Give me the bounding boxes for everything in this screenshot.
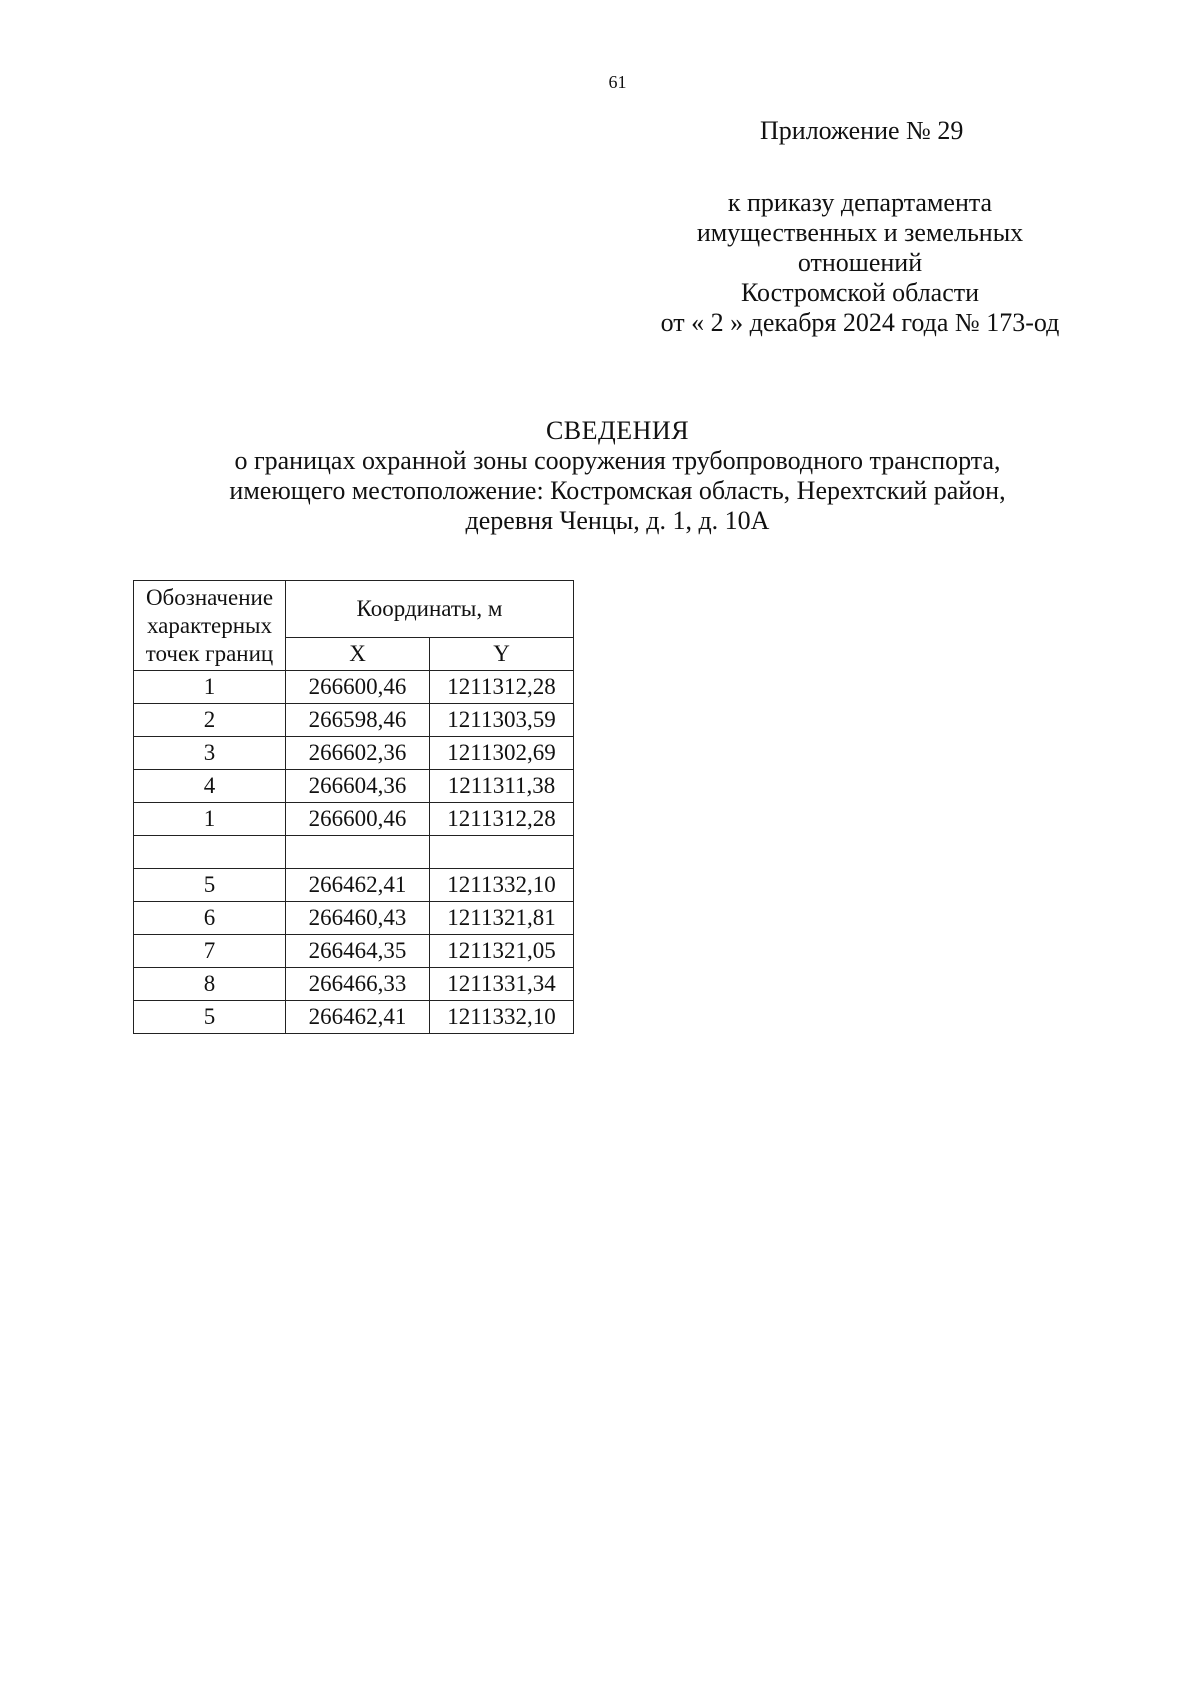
y-cell: 1211303,59	[430, 704, 574, 737]
title-line-2: имеющего местоположение: Костромская область, Нерехтский район,	[229, 476, 1006, 505]
x-cell: 266464,35	[286, 935, 430, 968]
point-cell: 7	[134, 935, 286, 968]
order-line-4: Костромской области	[740, 278, 980, 307]
order-reference	[560, 188, 1160, 338]
header-point-line: точек границ	[145, 640, 274, 666]
x-cell: 266466,33	[286, 968, 430, 1001]
y-cell: 1211332,10	[430, 869, 574, 902]
x-cell: 266462,41	[286, 1001, 430, 1034]
x-cell: 266460,43	[286, 902, 430, 935]
x-cell: 266600,46	[286, 803, 430, 836]
table-row	[134, 902, 574, 935]
order-line-3: отношений	[797, 248, 923, 277]
point-cell: 1	[134, 803, 286, 836]
x-cell	[286, 836, 430, 869]
point-cell	[134, 836, 286, 869]
header-y: Y	[430, 638, 574, 671]
point-cell: 4	[134, 770, 286, 803]
table-row	[134, 770, 574, 803]
header-point-line: характерных	[146, 612, 272, 638]
table-row	[134, 704, 574, 737]
y-cell: 1211311,38	[430, 770, 574, 803]
order-line-1: к приказу департамента	[727, 188, 993, 217]
point-cell: 3	[134, 737, 286, 770]
header-point-designation	[134, 581, 286, 671]
x-cell: 266604,36	[286, 770, 430, 803]
table-row	[134, 737, 574, 770]
document-title	[0, 416, 1200, 536]
table-header-row	[134, 581, 574, 638]
point-cell: 5	[134, 869, 286, 902]
point-cell: 5	[134, 1001, 286, 1034]
coordinates-table	[133, 580, 574, 1034]
y-cell: 1211332,10	[430, 1001, 574, 1034]
table-row	[134, 803, 574, 836]
header-point-line: Обозначение	[145, 584, 274, 610]
page-number: 61	[608, 72, 627, 92]
point-cell: 1	[134, 671, 286, 704]
point-cell: 6	[134, 902, 286, 935]
order-line-2: имущественных и земельных	[696, 218, 1024, 247]
document-heading: СВЕДЕНИЯ	[545, 416, 690, 445]
title-line-3: деревня Ченцы, д. 1, д. 10А	[465, 506, 770, 535]
x-cell: 266600,46	[286, 671, 430, 704]
x-cell: 266598,46	[286, 704, 430, 737]
table-row	[134, 968, 574, 1001]
header-x: X	[286, 638, 430, 671]
y-cell	[430, 836, 574, 869]
header-coordinates: Координаты, м	[286, 581, 574, 638]
y-cell: 1211312,28	[430, 803, 574, 836]
appendix-title: Приложение № 29	[760, 116, 964, 145]
point-cell: 2	[134, 704, 286, 737]
table-row	[134, 935, 574, 968]
table-row	[134, 1001, 574, 1034]
y-cell: 1211312,28	[430, 671, 574, 704]
title-line-1: о границах охранной зоны сооружения трубопроводного транспорта,	[234, 446, 1001, 475]
order-line-5: от « 2 » декабря 2024 года № 173-од	[660, 308, 1060, 337]
y-cell: 1211331,34	[430, 968, 574, 1001]
table-row	[134, 869, 574, 902]
x-cell: 266462,41	[286, 869, 430, 902]
y-cell: 1211302,69	[430, 737, 574, 770]
point-cell: 8	[134, 968, 286, 1001]
y-cell: 1211321,05	[430, 935, 574, 968]
y-cell: 1211321,81	[430, 902, 574, 935]
x-cell: 266602,36	[286, 737, 430, 770]
table-row-empty	[134, 836, 574, 869]
table-row	[134, 671, 574, 704]
